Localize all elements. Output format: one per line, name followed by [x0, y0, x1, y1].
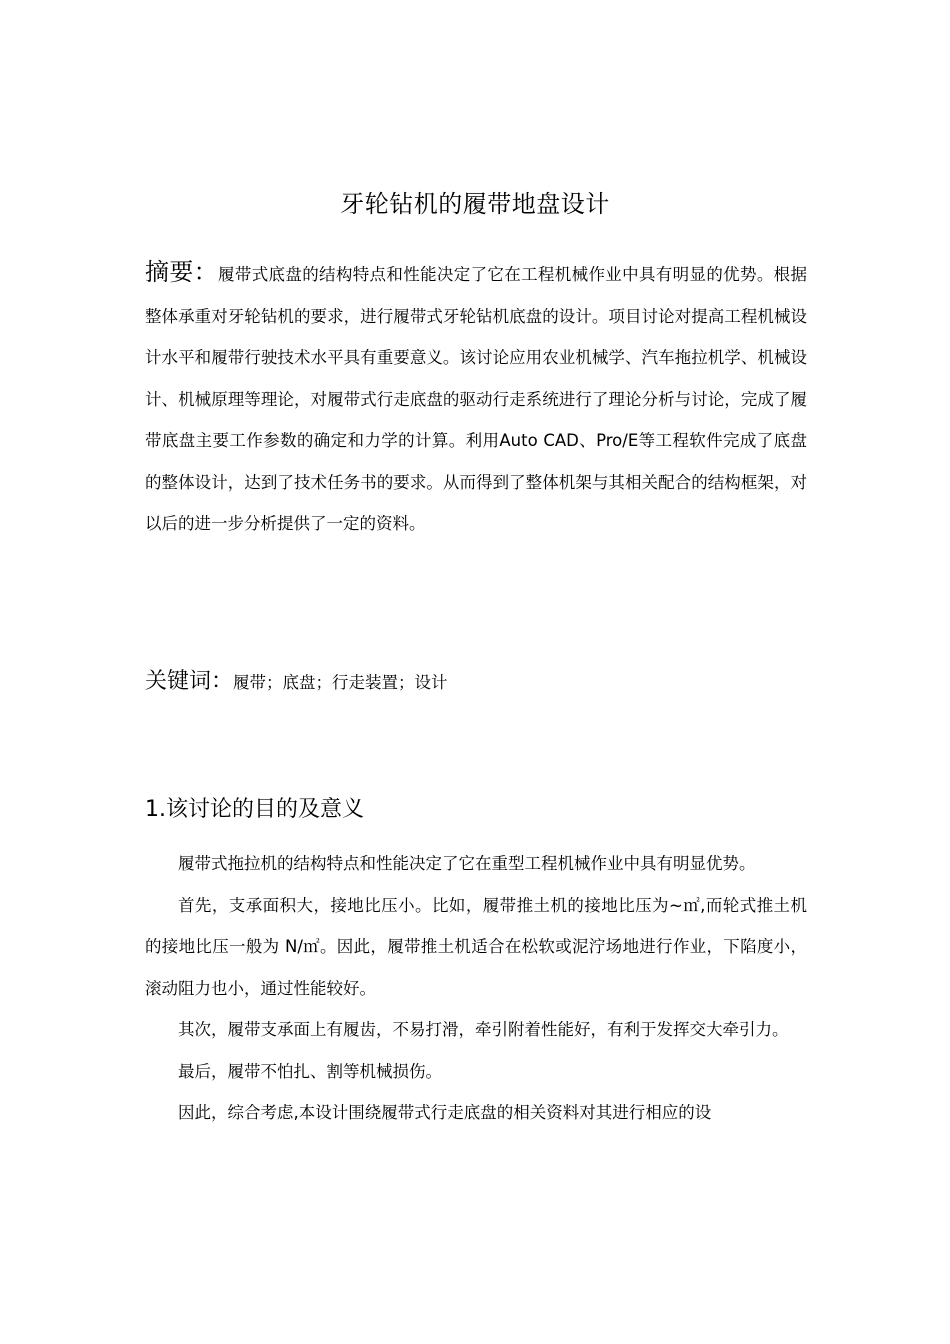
keywords-label: 关键词： — [145, 669, 234, 694]
paragraph: 首先，支承面积大，接地比压小。比如，履带推土机的接地比压为~㎡,而轮式推土机的接地比压一般为 N/㎡。因此，履带推土机适合在松软或泥泞场地进行作业，下陷度小，滚动阻力也小，通过性能较好。 — [145, 895, 807, 998]
paragraph: 最后，履带不怕扎、割等机械损伤。 — [178, 1061, 442, 1081]
keywords-text: 履带；底盘；行走装置；设计 — [233, 673, 448, 692]
page-title: 牙轮钻机的履带地盘设计 — [340, 190, 610, 218]
paragraph: 履带式拖拉机的结构特点和性能决定了它在重型工程机械作业中具有明显优势。 — [178, 854, 756, 873]
section-body — [145, 843, 807, 1134]
abstract-label: 摘要： — [145, 258, 219, 286]
abstract-text: 履带式底盘的结构特点和性能决定了它在工程机械作业中具有明显的优势。根据整体承重对牙轮钻机的要求，进行履带式牙轮钻机底盘的设计。项目讨论对提高工程机械设计水平和履带行驶技术水平具有重要意义。该讨论应用农业机械学、汽车拖拉机学、机械设计、机械原理等理论，对履带式行走底盘的驱动行走系统进行了理论分析与讨论，完成了履带底盘主要工作参数的确定和力学的计算。利用Auto CAD、Pro/E等工程软件完成了底盘的整体设计，达到了技术任务书的要求。从而得到了整体机架与其相关配合的结构框架，对以后的进一步分析提供了一定的资料。 — [145, 265, 808, 533]
paragraph: 其次，履带支承面上有履齿，不易打滑，牵引附着性能好，有利于发挥交大牵引力。 — [178, 1020, 789, 1039]
keywords-block — [145, 664, 807, 695]
paragraph: 因此，综合考虑,本设计围绕履带式行走底盘的相关资料对其进行相应的设 — [178, 1103, 712, 1122]
abstract-block — [145, 252, 807, 545]
section-heading: 1.该讨论的目的及意义 — [145, 797, 364, 822]
